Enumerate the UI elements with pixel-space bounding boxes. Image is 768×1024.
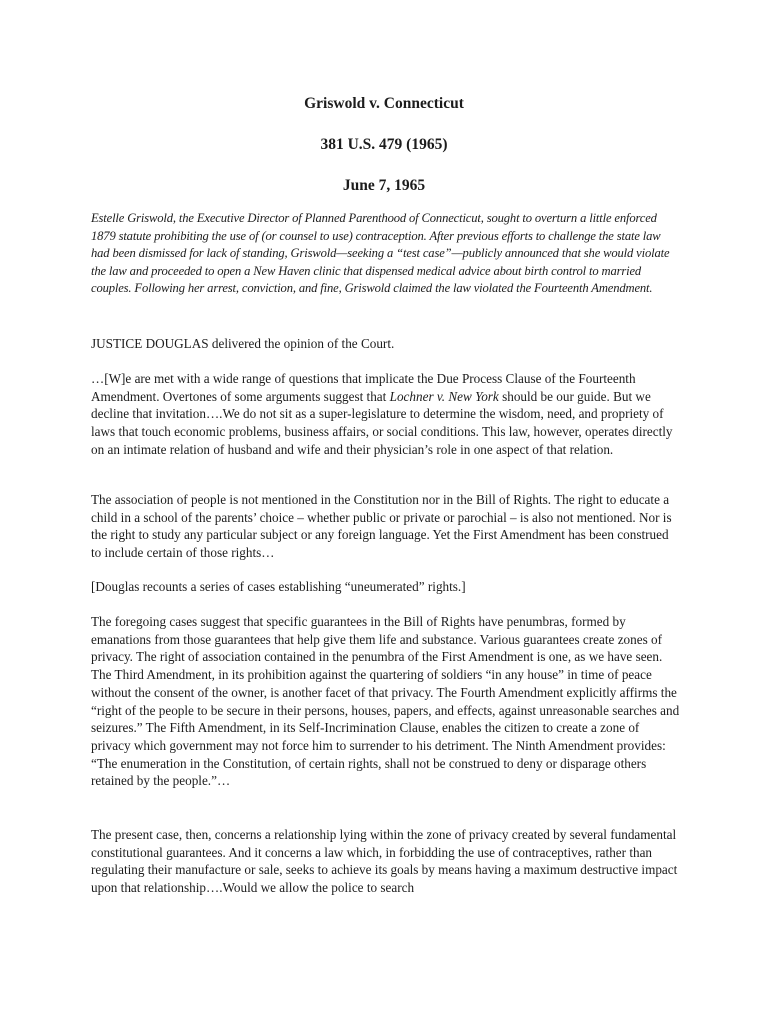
decision-date: June 7, 1965 (342, 177, 426, 194)
due-process-paragraph (91, 370, 681, 459)
case-citation: 381 U.S. 479 (1965) (320, 136, 448, 153)
document-title: Griswold v. Connecticut (304, 95, 464, 112)
paragraph-text-segment: …[W]e are met with a wide range of questions that implicate the Due Process Clause of the Fourteenth Amendment. Overtones of some arguments suggest that (91, 371, 636, 404)
case-name-lochner: Lochner v. New York (389, 388, 499, 404)
paragraph-text-segment: should be our guide. But we decline that invitation….We do not sit as a super-legislature to determine the wisdom, need, and propriety of laws that touch economic problems, business affairs, or social conditions. This law, however, operates directly on an intimate relation of husband and wife and their physician’s role in one aspect of that relation. (91, 388, 673, 457)
case-summary: Estelle Griswold, the Executive Director of Planned Parenthood of Connecticut, sought to overturn a little enforced 1879 statute prohibiting the use of (or counsel to use) contraception. After previous efforts to challenge the state law had been dismissed for lack of standing, Griswold—seeking a “test case”—publicly announced that she would violate the law and proceeded to open a New Haven clinic that dispensed medical advice about birth control to married couples. Following her arrest, conviction, and fine, Griswold claimed the law violated the Fourteenth Amendment. (91, 211, 670, 296)
bracketed-note: [Douglas recounts a series of cases establishing “uneumerated” rights.] (91, 579, 466, 594)
penumbras-paragraph: The foregoing cases suggest that specific guarantees in the Bill of Rights have penumbras, formed by emanations from those guarantees that help give them life and substance. Various guarantees create zones of privacy. The right of association contained in the penumbra of the First Amendment is one, as we have seen. The Third Amendment, in its prohibition against the quartering of soldiers “in any house” in time of peace without the consent of the owner, is another facet of that privacy. The Fourth Amendment explicitly affirms the “right of the people to be secure in their persons, houses, papers, and effects, against unreasonable searches and seizures.” The Fifth Amendment, in its Self-Incrimination Clause, enables the citizen to create a zone of privacy which government may not force him to surrender to his detriment. The Ninth Amendment provides: “The enumeration in the Constitution, of certain rights, shall not be construed to deny or disparage others retained by the people.”… (91, 614, 680, 789)
opinion-intro-paragraph: JUSTICE DOUGLAS delivered the opinion of the Court. (91, 336, 395, 351)
present-case-paragraph: The present case, then, concerns a relationship lying within the zone of privacy created by several fundamental constitutional guarantees. And it concerns a law which, in forbidding the use of contraceptives, rather than regulating their manufacture or sale, seeks to achieve its goals by means having a maximum destructive impact upon that relationship….Would we allow the police to search (91, 827, 678, 896)
association-paragraph: The association of people is not mentioned in the Constitution nor in the Bill of Rights. The right to educate a child in a school of the parents’ choice – whether public or private or parochial – is also not mentioned. Nor is the right to study any particular subject or any foreign language. Yet the First Amendment has been construed to include certain of those rights… (91, 492, 672, 561)
